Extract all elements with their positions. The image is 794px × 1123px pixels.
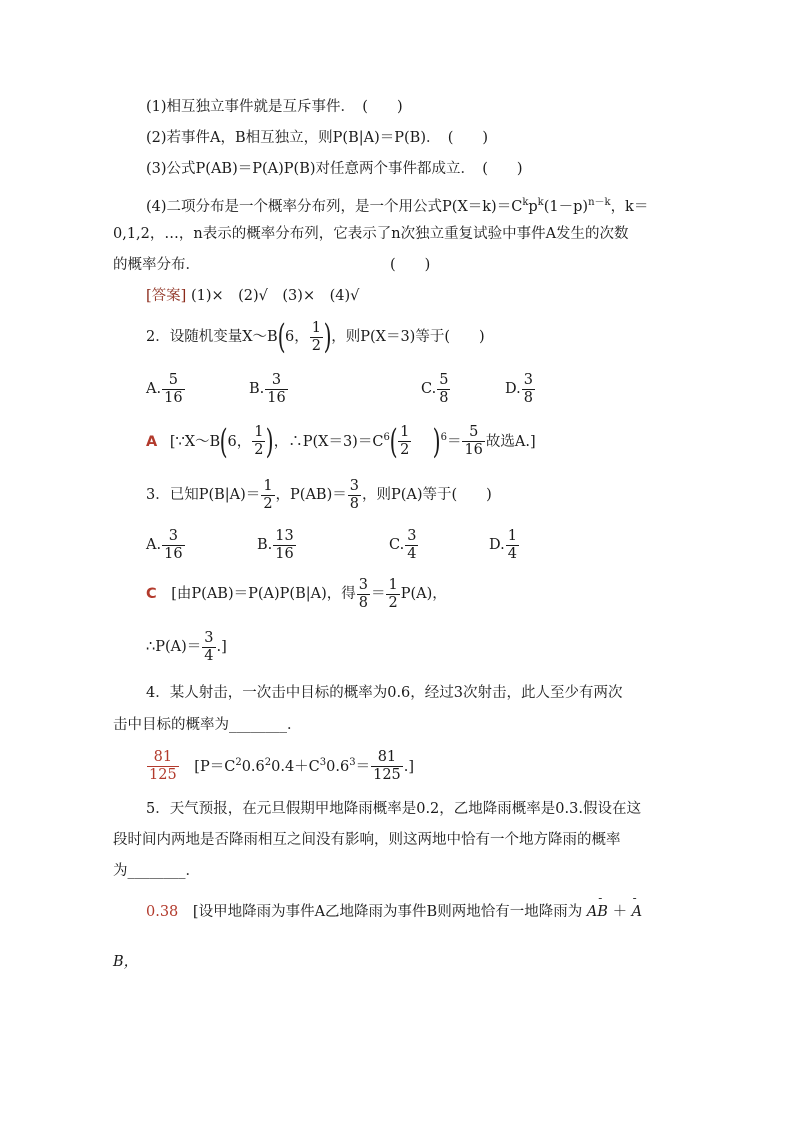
q4-stem-line1: 4．某人射击，一次击中目标的概率为0.6，经过3次射击，此人至少有两次 [146, 685, 623, 701]
q2-solution-letter: A [146, 433, 158, 450]
q1-statement-4-line1 [146, 193, 648, 217]
q2-option-d: D. $\frac{3}{8}$ [505, 371, 533, 406]
q4-stem-line2: 击中目标的概率为________． [113, 717, 302, 733]
q3-option-d: D. $\frac{1}{4}$ [489, 527, 517, 562]
q2-stem [146, 318, 485, 356]
q1-statement-1: (1)相互独立事件就是互斥事件． ( ) [146, 99, 403, 115]
q2-stem-b: 6， [284, 329, 309, 345]
q4-answer: $\frac{81}{125}$ [149, 749, 177, 784]
q5-stem-line1: 5．天气预报，在元旦假期甲地降雨概率是0.2，乙地降雨概率是0.3.假设在这 [146, 801, 641, 817]
q3-solution-line2: ∴P(A)＝ $\frac{3}{4}$ .] [146, 629, 227, 664]
q1-s4-sup3: n－k [588, 197, 611, 208]
q2-stem-c: ，则P(X＝3)等于( ) [331, 329, 485, 345]
q3-solution-letter: C [146, 586, 157, 602]
q1-statement-2: (2)若事件A，B相互独立，则P(B|A)＝P(B)． ( ) [146, 130, 489, 146]
answer-text: (1)× (2)√ (3)× (4)√ [190, 288, 360, 304]
q5-solution-line2: B， [113, 954, 139, 970]
paren-left-icon: ( [277, 317, 286, 357]
q4-solution: $\frac{81}{125}$ [$P=C^20.6^20.4+C^30.6^3=$ $\frac{81}{125}$ .] [149, 749, 415, 784]
q3-option-b: B. $\frac{13}{16}$ [257, 527, 294, 562]
q5-answer: 0.38 [146, 904, 179, 920]
q1-s4-sup1: k [522, 197, 529, 208]
q1-s4-end: ，k＝ [610, 198, 649, 215]
q1-s4-text: (4)二项分布是一个概率分布列，是一个用公式P(X＝k)＝C [146, 198, 523, 215]
q2-solution: A [∵X～B(6， $\frac{1}{2}$ )，$\therefore P(X=3)=C^6$( $\frac{1}{2}$ )$^6$＝ $\frac{5}{16}$ 故选A.] [146, 421, 536, 462]
q5-stem-line2: 段时间内两地是否降雨相互之间没有影响，则这两地中恰有一个地方降雨的概率 [113, 832, 621, 848]
q1-answer [146, 286, 359, 306]
q1-s4-line3-text: 的概率分布． [113, 257, 200, 273]
q3-option-a: A. $\frac{3}{16}$ [146, 527, 183, 562]
q2-option-b: B. $\frac{3}{16}$ [249, 371, 286, 406]
q3-stem: 3．已知P(B|A)＝ $\frac{1}{2}$ ，P(AB)＝ $\frac{3}{8}$ ，则P(A)等于( ) [146, 477, 492, 512]
q1-s4-mid: p [528, 198, 538, 215]
q2-option-c: C. $\frac{5}{8}$ [421, 371, 449, 406]
q5-stem-line3: 为________． [113, 863, 200, 879]
answer-label: [答案] [146, 288, 187, 304]
q5-solution: 0.38 [设甲地降雨为事件A乙地降雨为事件B则两地恰有一地降雨为 A- B ＋ - A [146, 902, 642, 922]
q1-statement-4-line3 [113, 255, 200, 275]
q2-stem-a: 2．设随机变量X～B [146, 329, 278, 345]
q1-s4-sup2: k [537, 197, 544, 208]
q2-stem-fraction: $\frac{1}{2}$ [311, 319, 321, 354]
paren-right-icon: ) [323, 317, 332, 357]
q2-option-a: A. $\frac{5}{16}$ [146, 371, 183, 406]
q1-statement-4-line2: 0,1,2，…，n表示的概率分布列，它表示了n次独立重复试验中事件A发生的次数 [113, 226, 629, 242]
q1-s4-mid2: (1－p) [543, 198, 589, 215]
q1-statement-4-paren: ( ) [390, 257, 431, 273]
q3-solution: C [由P(AB)＝P(A)P(B|A)，得 $\frac{3}{8}$ ＝ $\frac{1}{2}$ P(A)， [146, 576, 447, 611]
q1-statement-3: (3)公式P(AB)＝P(A)P(B)对任意两个事件都成立． ( ) [146, 161, 523, 177]
q3-option-c: C. $\frac{3}{4}$ [389, 527, 417, 562]
